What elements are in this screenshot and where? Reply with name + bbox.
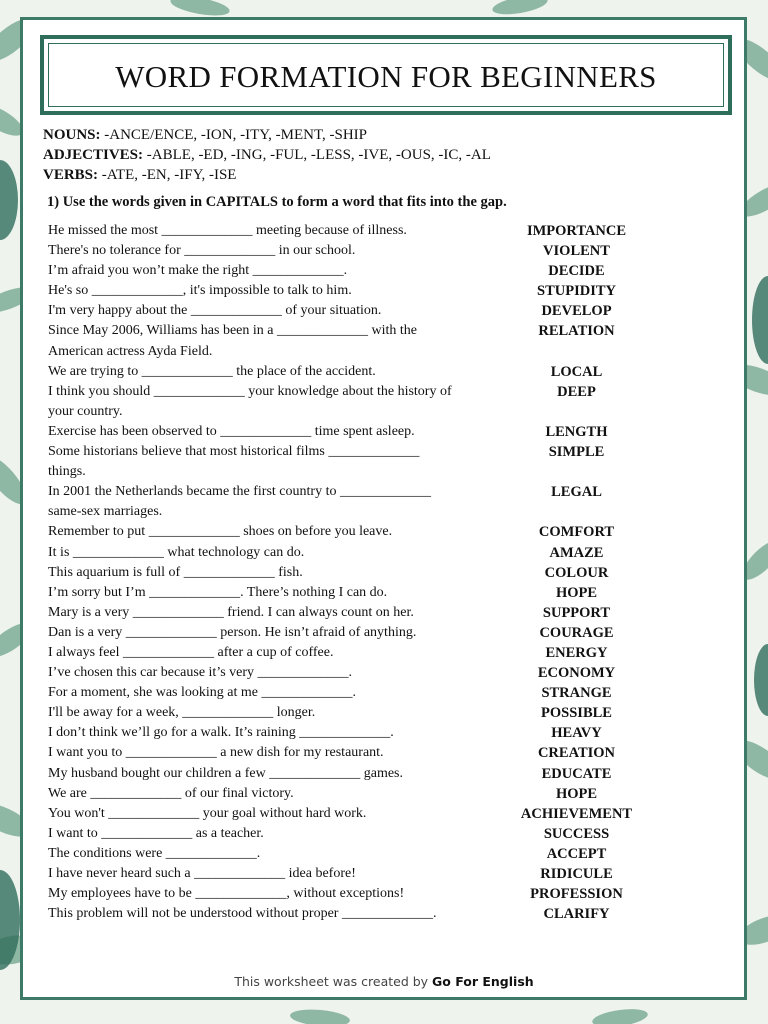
exercise-row bbox=[48, 402, 728, 422]
capital-word: ACCEPT bbox=[546, 845, 607, 862]
exercise-sentence: The conditions were _____________. bbox=[48, 845, 261, 861]
credit-brand: Go For English bbox=[432, 974, 534, 989]
adjectives-line bbox=[43, 145, 491, 165]
exercise-row bbox=[48, 422, 728, 442]
capital-word: CREATION bbox=[537, 745, 616, 762]
exercise-row bbox=[48, 603, 728, 623]
capital-word: HOPE bbox=[555, 785, 598, 802]
exercise-sentence: I have never heard such a _____________ idea before! bbox=[48, 866, 356, 881]
exercise-row bbox=[48, 824, 728, 844]
exercise-sentence: I’ve chosen this car because it’s very _____________. bbox=[48, 665, 353, 681]
exercise-sentence: I’m afraid you won’t make the right _____________. bbox=[48, 263, 348, 279]
capital-word: RELATION bbox=[538, 323, 615, 340]
verbs-label: VERBS: bbox=[43, 167, 99, 183]
capital-word: VIOLENT bbox=[543, 243, 610, 260]
exercise-row bbox=[48, 342, 728, 362]
capital-word: LOCAL bbox=[550, 363, 603, 380]
exercise-row bbox=[48, 241, 728, 261]
exercise-row bbox=[48, 462, 728, 482]
exercise-sentence: American actress Ayda Field. bbox=[48, 343, 213, 359]
exercise-sentence: We are trying to _____________ the place of the accident. bbox=[48, 363, 376, 379]
exercise-sentence: He missed the most _____________ meeting because of illness. bbox=[48, 223, 407, 238]
exercise-row bbox=[48, 723, 728, 743]
capital-word: POSSIBLE bbox=[541, 705, 612, 722]
capital-word: IMPORTANCE bbox=[526, 223, 627, 239]
capital-word bbox=[520, 462, 728, 482]
capital-word: STRANGE bbox=[541, 685, 612, 702]
exercise-row bbox=[48, 703, 728, 723]
exercise-sentence: For a moment, she was looking at me _____________. bbox=[48, 685, 356, 701]
exercise-sentence: He's so _____________, it's impossible to talk to him. bbox=[48, 283, 352, 299]
exercise-sentence: You won't _____________ your goal without hard work. bbox=[48, 805, 367, 821]
exercise-sentence: We are _____________ of our final victory. bbox=[48, 785, 294, 801]
exercise-row bbox=[48, 623, 728, 643]
capital-word: DEEP bbox=[557, 383, 596, 400]
exercise-row bbox=[48, 563, 728, 583]
capital-word: ENERGY bbox=[545, 644, 608, 661]
capital-word bbox=[520, 342, 728, 362]
exercise-sentence: Dan is a very _____________ person. He isn’t afraid of anything. bbox=[48, 624, 417, 640]
capital-word: HOPE bbox=[555, 584, 598, 601]
credit-line bbox=[0, 974, 768, 989]
exercise-row bbox=[48, 482, 728, 502]
exercise-sentence: This problem will not be understood without proper _____________. bbox=[48, 906, 437, 922]
nouns-suffixes: -ANCE/ENCE, -ION, -ITY, -MENT, -SHIP bbox=[104, 127, 368, 143]
exercise-row bbox=[48, 502, 728, 522]
exercise-row bbox=[48, 301, 728, 321]
exercise-row bbox=[48, 583, 728, 603]
exercise-sentence: I'm very happy about the _____________ of your situation. bbox=[48, 303, 382, 319]
capital-word: COMFORT bbox=[538, 524, 615, 541]
exercise-sentence: I’m sorry but I’m _____________. There’s nothing I can do. bbox=[48, 584, 388, 600]
adjectives-label: ADJECTIVES: bbox=[43, 147, 144, 163]
credit-prefix: This worksheet was created by bbox=[234, 974, 433, 989]
adjectives-suffixes: -ABLE, -ED, -ING, -FUL, -LESS, -IVE, -OUS, -IC, -AL bbox=[146, 147, 491, 163]
exercise-row bbox=[48, 864, 728, 884]
exercise-sentence: I think you should _____________ your knowledge about the history of bbox=[48, 383, 452, 399]
exercise-instruction: 1) Use the words given in CAPITALS to form a word that fits into the gap. bbox=[47, 194, 507, 210]
capital-word: DECIDE bbox=[548, 263, 605, 280]
capital-word: HEAVY bbox=[551, 725, 602, 742]
nouns-line bbox=[43, 125, 367, 145]
exercise-sentence: Exercise has been observed to _____________ time spent asleep. bbox=[48, 423, 415, 439]
exercise-row bbox=[48, 683, 728, 703]
capital-word: EDUCATE bbox=[541, 765, 612, 782]
exercise-row bbox=[48, 321, 728, 341]
exercise-sentence: My husband bought our children a few _____________ games. bbox=[48, 765, 403, 781]
exercise-row bbox=[48, 844, 728, 864]
exercise-list bbox=[48, 221, 728, 924]
capital-word bbox=[520, 402, 728, 422]
exercise-row bbox=[48, 382, 728, 402]
exercise-sentence: Since May 2006, Williams has been in a _____________ with the bbox=[48, 323, 417, 339]
capital-word: SIMPLE bbox=[548, 444, 605, 461]
exercise-sentence: I want to _____________ as a teacher. bbox=[48, 825, 264, 841]
title-frame bbox=[40, 35, 732, 115]
capital-word: SUPPORT bbox=[542, 604, 611, 621]
capital-word bbox=[520, 502, 728, 522]
exercise-sentence: My employees have to be _____________, without exceptions! bbox=[48, 886, 405, 902]
verbs-line bbox=[43, 165, 236, 185]
exercise-sentence: Mary is a very _____________ friend. I can always count on her. bbox=[48, 604, 414, 620]
exercise-sentence: Remember to put _____________ shoes on before you leave. bbox=[48, 524, 393, 540]
exercise-row bbox=[48, 543, 728, 563]
capital-word: AMAZE bbox=[549, 544, 604, 561]
exercise-sentence: your country. bbox=[48, 403, 123, 419]
exercise-row bbox=[48, 362, 728, 382]
exercise-sentence: I'll be away for a week, _____________ longer. bbox=[48, 705, 316, 721]
capital-word: CLARIFY bbox=[543, 906, 610, 923]
exercise-sentence: In 2001 the Netherlands became the first country to _____________ bbox=[48, 484, 431, 500]
exercise-row bbox=[48, 221, 728, 241]
exercise-row bbox=[48, 442, 728, 462]
exercise-row bbox=[48, 784, 728, 804]
page-title: WORD FORMATION FOR BEGINNERS bbox=[115, 59, 657, 94]
exercise-sentence: It is _____________ what technology can do. bbox=[48, 544, 305, 560]
capital-word: RIDICULE bbox=[540, 866, 613, 882]
exercise-sentence: I always feel _____________ after a cup of coffee. bbox=[48, 644, 334, 660]
exercise-sentence: I don’t think we’ll go for a walk. It’s raining _____________. bbox=[48, 725, 394, 741]
capital-word: COLOUR bbox=[544, 564, 609, 581]
exercise-row bbox=[48, 743, 728, 763]
exercise-sentence: things. bbox=[48, 464, 86, 480]
capital-word: COURAGE bbox=[539, 624, 614, 641]
exercise-row bbox=[48, 764, 728, 784]
capital-word: DEVELOP bbox=[541, 303, 612, 320]
exercise-row bbox=[48, 884, 728, 904]
capital-word: LEGAL bbox=[551, 484, 602, 501]
exercise-sentence: This aquarium is full of _____________ fish. bbox=[48, 564, 303, 580]
capital-word: STUPIDITY bbox=[537, 283, 616, 300]
capital-word: ECONOMY bbox=[537, 665, 616, 682]
exercise-sentence: Some historians believe that most historical films _____________ bbox=[48, 444, 420, 460]
capital-word: SUCCESS bbox=[543, 825, 610, 842]
nouns-label: NOUNS: bbox=[43, 127, 101, 143]
capital-word: ACHIEVEMENT bbox=[520, 805, 633, 822]
exercise-sentence: I want you to _____________ a new dish for my restaurant. bbox=[48, 745, 384, 761]
exercise-row bbox=[48, 904, 728, 924]
exercise-row bbox=[48, 281, 728, 301]
capital-word: PROFESSION bbox=[530, 886, 623, 903]
exercise-row bbox=[48, 663, 728, 683]
exercise-row bbox=[48, 643, 728, 663]
exercise-row bbox=[48, 522, 728, 542]
exercise-row bbox=[48, 804, 728, 824]
exercise-sentence: same-sex marriages. bbox=[48, 504, 163, 520]
exercise-sentence: There's no tolerance for _____________ in our school. bbox=[48, 243, 356, 259]
verbs-suffixes: -ATE, -EN, -IFY, -ISE bbox=[101, 167, 237, 183]
capital-word: LENGTH bbox=[545, 423, 608, 440]
exercise-row bbox=[48, 261, 728, 281]
